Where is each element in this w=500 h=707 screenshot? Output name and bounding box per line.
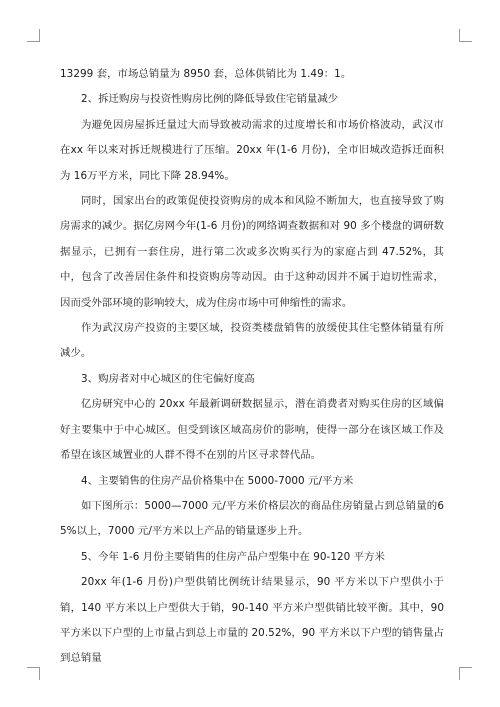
paragraph-supply-demand-ratio: 13299 套，市场总销量为 8950 套，总体供销比为 1.49：1。	[60, 68, 352, 80]
heading-unit-size: 5、今年 1-6 月份主要销售的住房产品户型集中在 90-120 平方米	[81, 550, 385, 563]
paragraph-investment-slowdown: 作为武汉房产投资的主要区域，投资类楼盘销售的放缓使其住宅整体销量有所减少。	[60, 322, 444, 360]
crop-mark-bottom-right	[459, 667, 472, 680]
paragraph-central-district-survey: 亿房研究中心的 20xx 年最新调研数据显示，潜在消费者对购买住房的区域偏好主要集中于中心城区。但受到该区域高房价的影响，使得一部分在该区域工作及希望在该区域置业的人群不得不在别的片区寻求替代品。	[60, 398, 444, 462]
crop-mark-top-left	[27, 29, 40, 42]
heading-price-range: 4、主要销售的住房产品价格集中在 5000-7000 元/平方米	[81, 474, 354, 487]
document-body	[60, 62, 444, 672]
heading-demolition-investment: 2、拆迁购房与投资性购房比例的降低导致住宅销量减少	[81, 93, 339, 106]
paragraph-policy-investment-cost: 同时，国家出台的政策促使投资购房的成本和风险不断加大，也直接导致了购房需求的减少。据亿房网今年(1-6 月份)的网络调查数据和对 90 多个楼盘的调研数据显示，已拥有一套住房，进行第二次或多次购买行为的家庭占到 47.52%，其中，包含了改善居住条件和投资购房等动因。由于这种动因并不属于迫切性需求，因而受外部环境的影响较大，成为住房市场中可伸缩性的需求。	[60, 195, 444, 309]
crop-mark-bottom-left	[27, 667, 40, 680]
paragraph-demolition-scale: 为避免因房屋拆迁量过大而导致被动需求的过度增长和市场价格波动，武汉市在xx 年以来对拆迁规模进行了压缩。20xx 年(1-6 月份)，全市旧城改造拆迁面积为 16万平方米，同比下降 28.94%。	[60, 118, 444, 182]
heading-central-district-preference: 3、购房者对中心城区的住宅偏好度高	[81, 372, 255, 385]
paragraph-unit-size-statistics: 20xx 年(1-6 月份)户型供销比例统计结果显示，90 平方米以下户型供小于销，140 平方米以上户型供大于销，90-140 平方米户型供销比较平衡。其中，90 平方米以下户型的上市量占到总上市量的 20.52%，90 平方米以下户型的销售量占到总销量	[60, 576, 444, 665]
crop-mark-top-right	[459, 29, 472, 42]
paragraph-price-range-share: 如下图所示：5000—7000 元/平方米价格层次的商品住房销量占到总销量的65%以上，7000 元/平方米以上产品的销量逐步上升。	[60, 499, 444, 538]
